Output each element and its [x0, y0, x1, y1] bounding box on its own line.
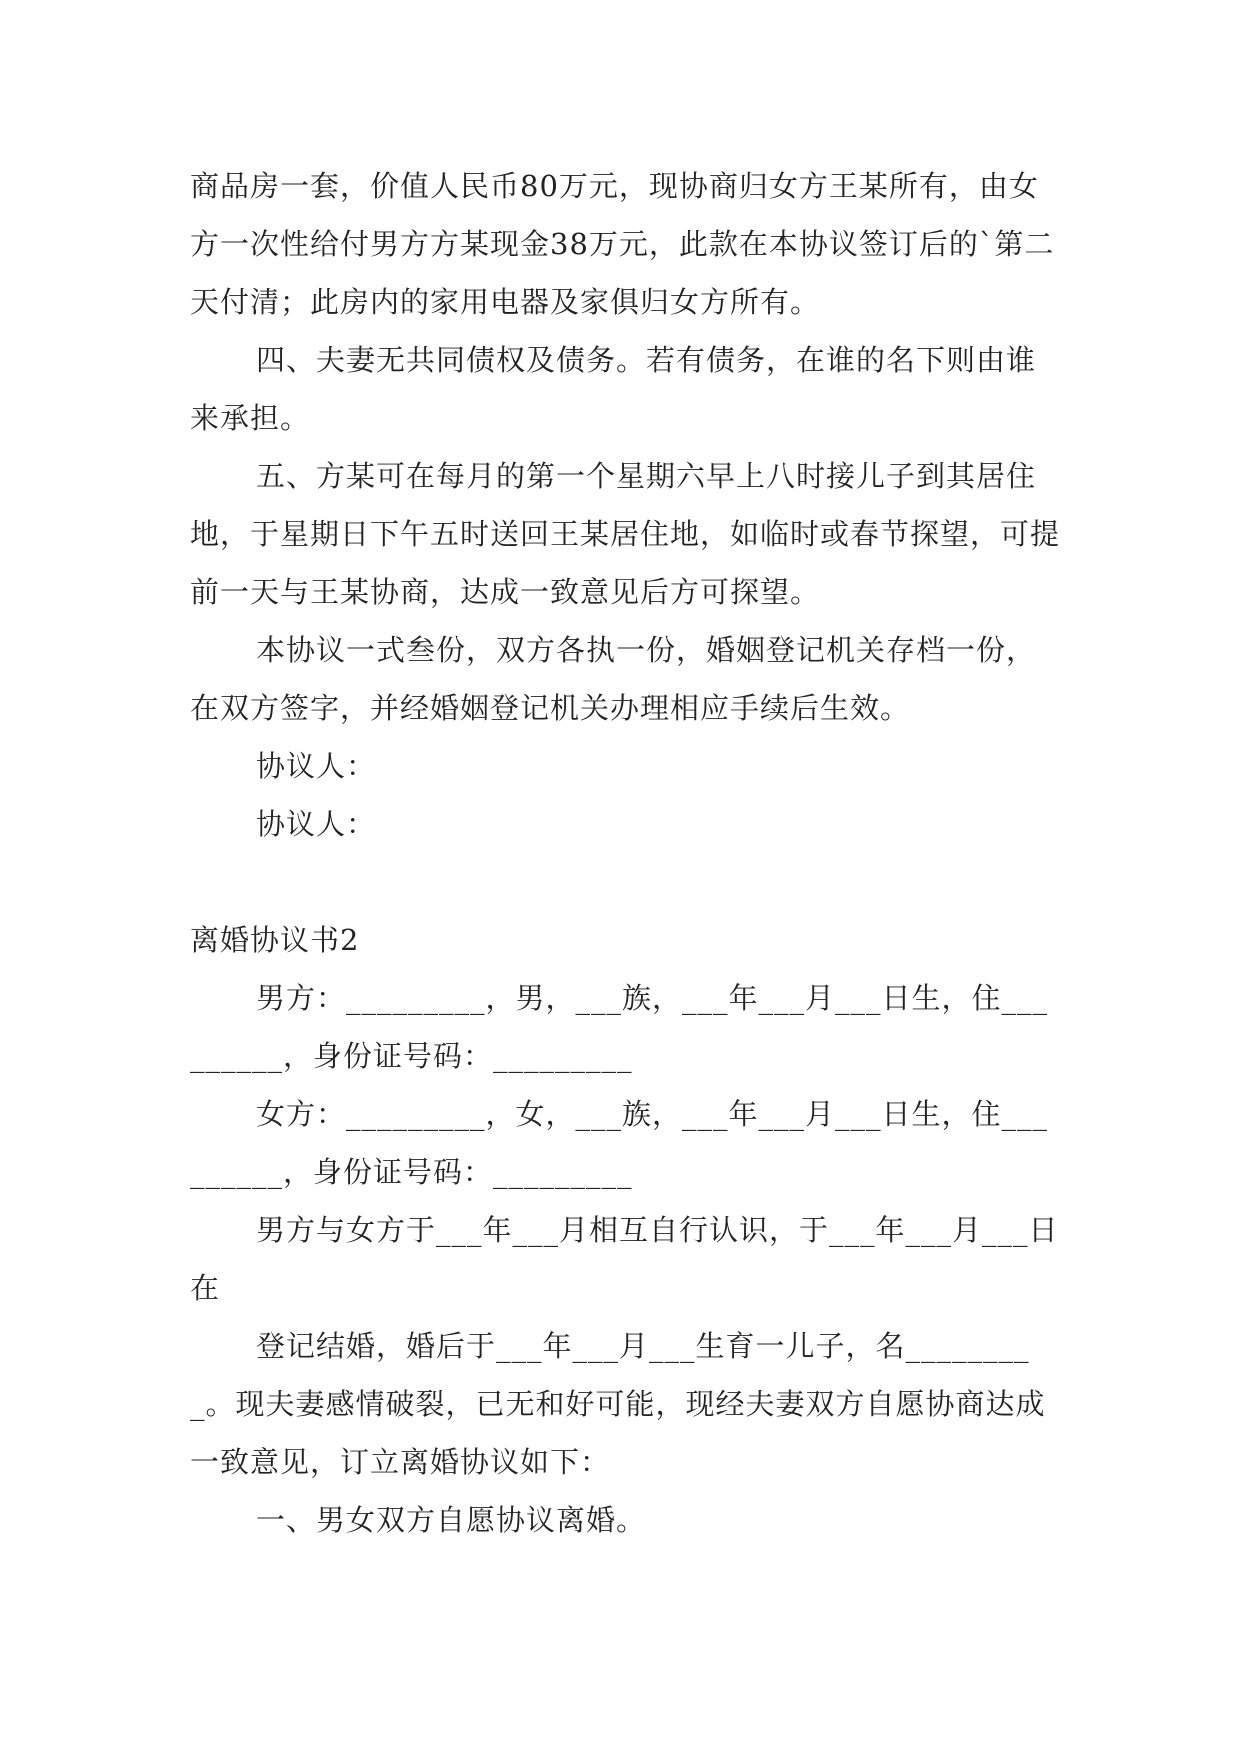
section-title: 离婚协议书2	[190, 923, 360, 957]
document-body	[190, 157, 1060, 1549]
paragraph-debts: 四、夫妻无共同债权及债务。若有债务，在谁的名下则由谁来承担。	[190, 343, 1037, 435]
paragraph-female-party: 女方：_________，女，___族，___年___月___日生，住_________，身份证号码：_________	[190, 1097, 1049, 1189]
paragraph-male-party: 男方：_________，男，___族，___年___月___日生，住_________，身份证号码：_________	[190, 981, 1049, 1073]
signatory-line-1: 协议人：	[256, 749, 377, 783]
paragraph-visitation: 五、方某可在每月的第一个星期六早上八时接儿子到其居住地，于星期日下午五时送回王某居住地，如临时或春节探望，可提前一天与王某协商，达成一致意见后方可探望。	[190, 459, 1061, 609]
signatory-line-2: 协议人：	[256, 807, 377, 841]
paragraph-property-division: 商品房一套，价值人民币80万元，现协商归女方王某所有，由女方一次性给付男方方某现金38万元，此款在本协议签订后的`第二天付清；此房内的家用电器及家俱归女方所有。	[190, 169, 1055, 319]
paragraph-marriage-registration: 登记结婚，婚后于___年___月___生育一儿子，名_________。现夫妻感情破裂，已无和好可能，现经夫妻双方自愿协商达成一致意见，订立离婚协议如下：	[190, 1329, 1046, 1479]
paragraph-acquaintance: 男方与女方于___年___月相互自行认识，于___年___月___日在	[190, 1213, 1059, 1305]
paragraph-copies: 本协议一式叁份，双方各执一份，婚姻登记机关存档一份，在双方签字，并经婚姻登记机关办理相应手续后生效。	[190, 633, 1037, 725]
paragraph-clause-one: 一、男女双方自愿协议离婚。	[256, 1503, 647, 1537]
